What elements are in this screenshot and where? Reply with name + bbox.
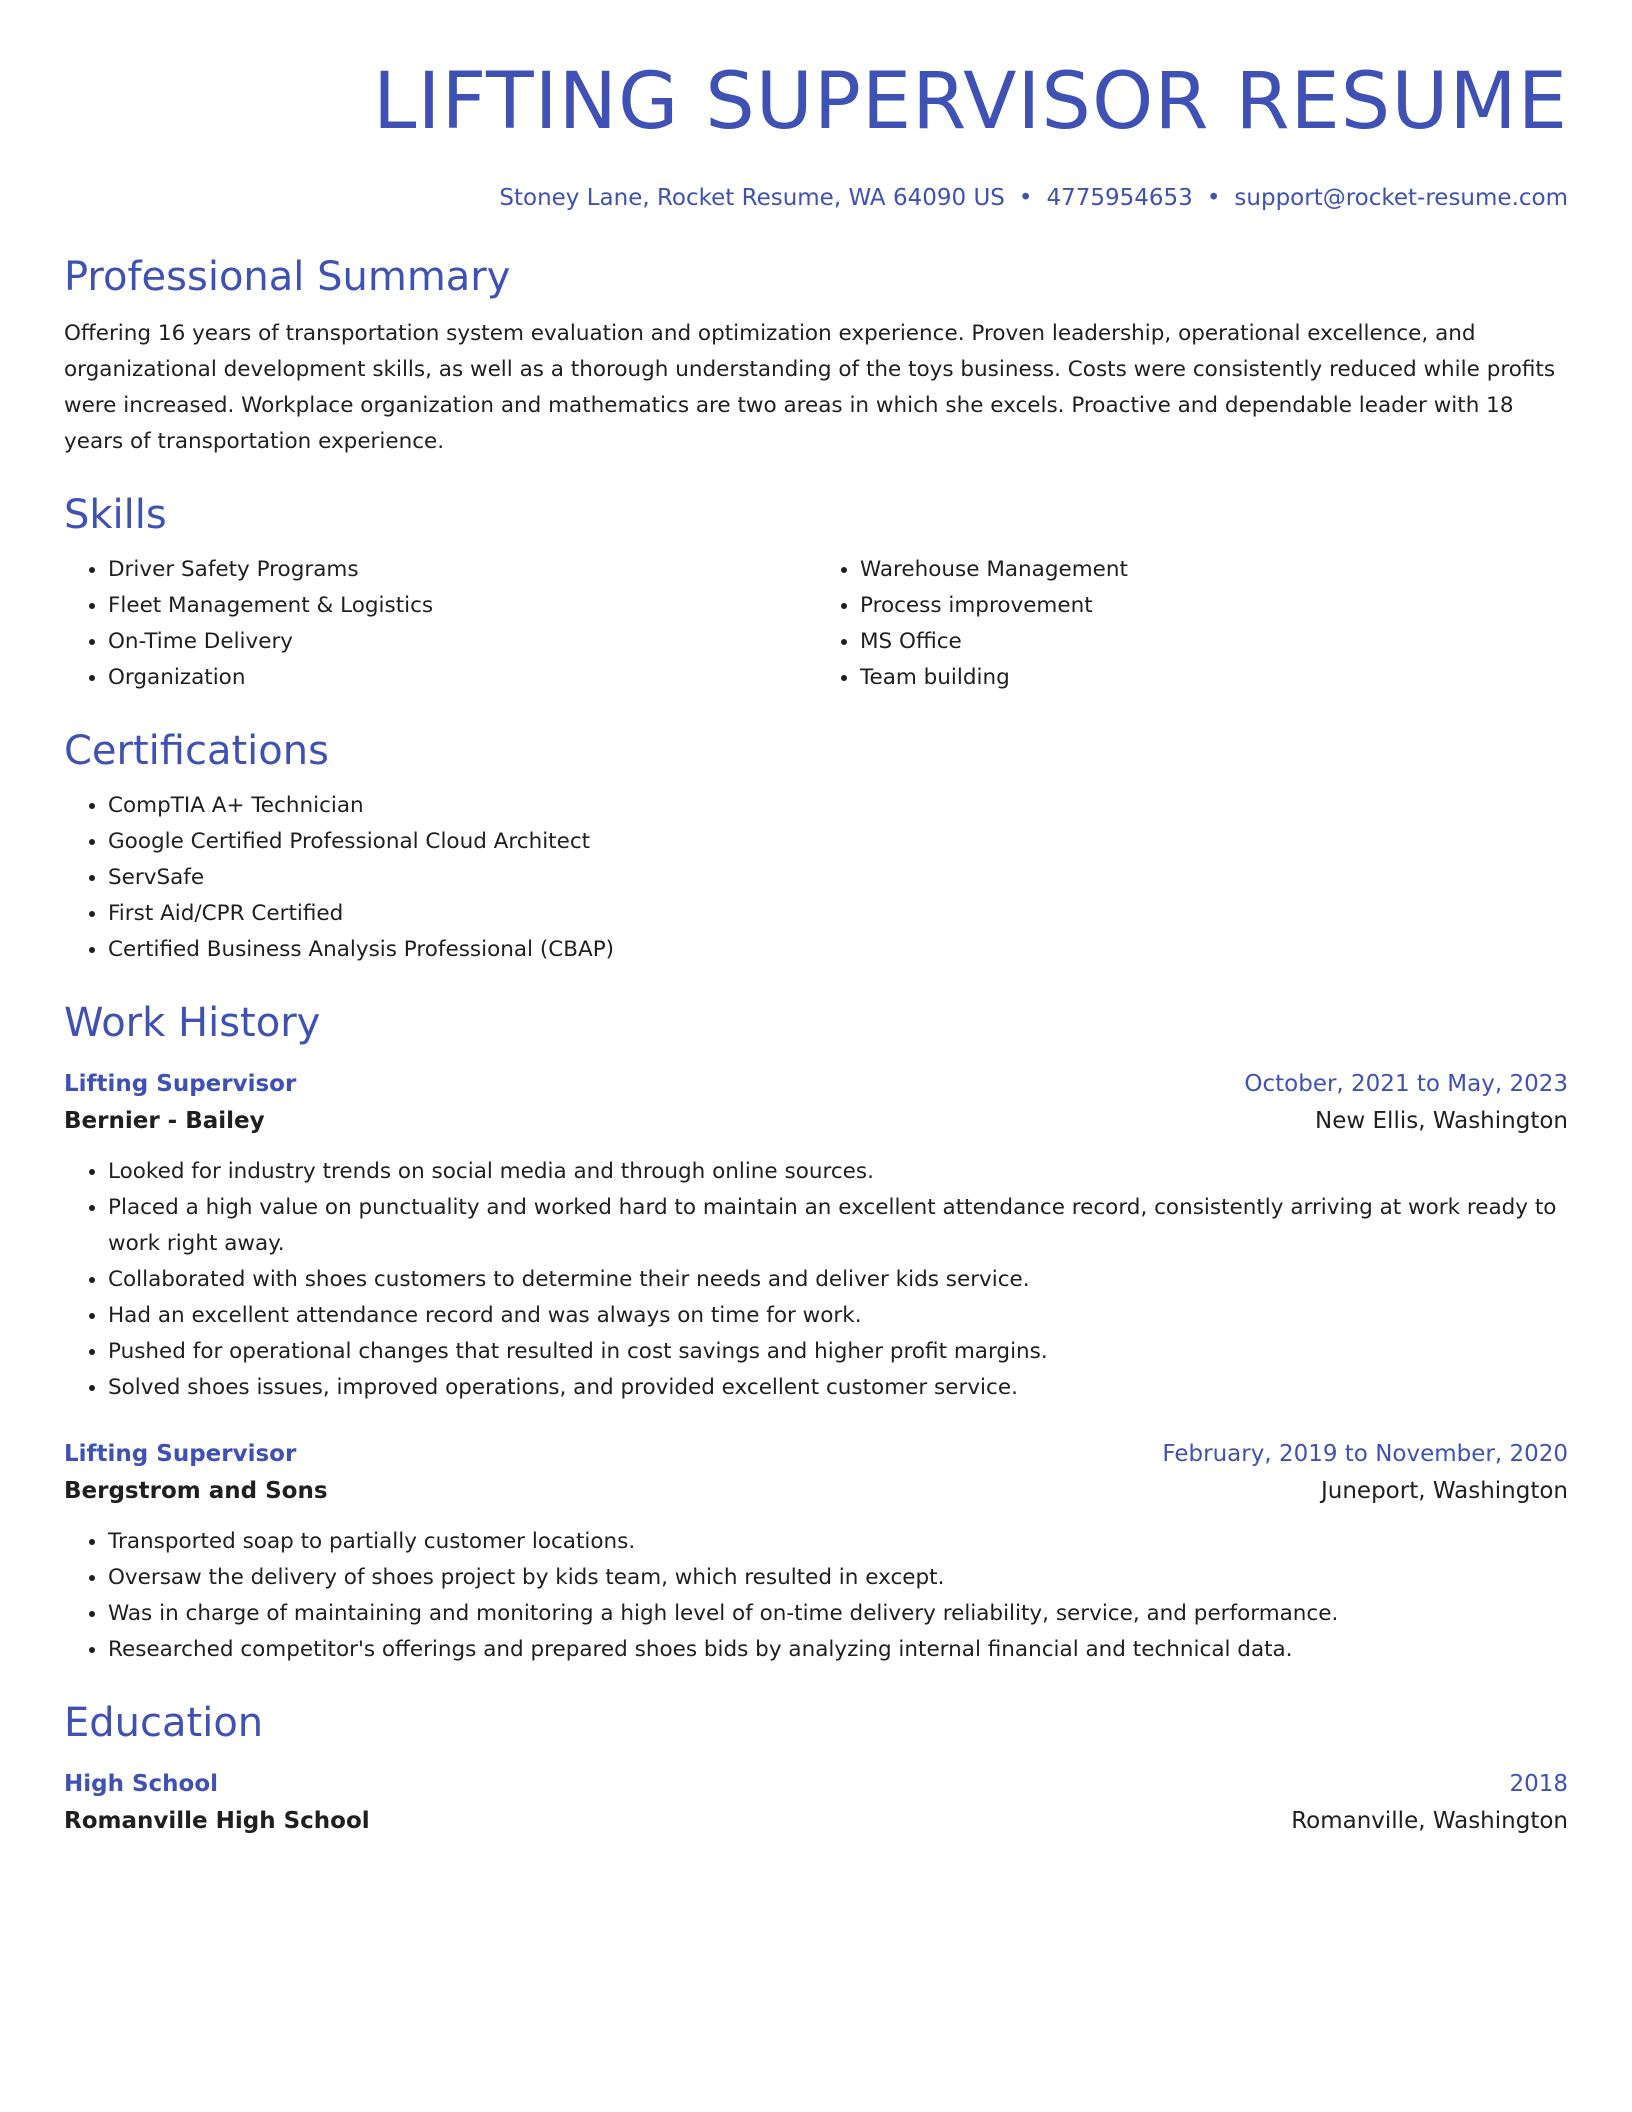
job-location: New Ellis, Washington	[1315, 1108, 1568, 1134]
job-bullets	[64, 1154, 1568, 1406]
job-header-row	[64, 1436, 1568, 1472]
job-bullet: • Was in charge of maintaining and monitoring a high level of on-time delivery reliability, service, and performance.	[108, 1596, 1568, 1632]
job-entry	[64, 1066, 1568, 1406]
skills-columns	[64, 552, 1568, 696]
contact-separator: •	[1206, 185, 1221, 211]
skill-item: • Process improvement	[860, 588, 1568, 624]
certifications-heading: Certifications	[64, 728, 329, 774]
job-bullet: • Researched competitor's offerings and prepared shoes bids by analyzing internal financial and technical data.	[108, 1632, 1568, 1668]
job-company: Bergstrom and Sons	[64, 1478, 328, 1504]
education-year: 2018	[1509, 1771, 1568, 1797]
education-degree: High School	[64, 1771, 219, 1797]
education-header-row	[64, 1766, 1568, 1802]
education-heading: Education	[64, 1700, 264, 1746]
contact-line	[64, 182, 1568, 214]
skill-item: • Organization	[108, 660, 816, 696]
skills-list-right	[816, 552, 1568, 696]
job-entry	[64, 1436, 1568, 1668]
education-school: Romanville High School	[64, 1808, 370, 1834]
job-company-row	[64, 1472, 1568, 1510]
job-header-row	[64, 1066, 1568, 1102]
job-company: Bernier - Bailey	[64, 1108, 265, 1134]
job-bullet: • Pushed for operational changes that resulted in cost savings and higher profit margins.	[108, 1334, 1568, 1370]
skill-item: • Warehouse Management	[860, 552, 1568, 588]
skills-list-left	[64, 552, 816, 696]
job-title: Lifting Supervisor	[64, 1071, 297, 1097]
job-bullet: • Solved shoes issues, improved operations, and provided excellent customer service.	[108, 1370, 1568, 1406]
resume-title: LIFTING SUPERVISOR RESUME	[373, 57, 1568, 147]
job-title: Lifting Supervisor	[64, 1441, 297, 1467]
work-history-heading: Work History	[64, 1000, 321, 1046]
job-bullet: • Oversaw the delivery of shoes project by kids team, which resulted in except.	[108, 1560, 1568, 1596]
job-bullet: • Collaborated with shoes customers to determine their needs and deliver kids service.	[108, 1262, 1568, 1298]
skill-item: • Fleet Management & Logistics	[108, 588, 816, 624]
job-location: Juneport, Washington	[1320, 1478, 1568, 1504]
certifications-list	[64, 788, 1568, 968]
certification-item: • CompTIA A+ Technician	[108, 788, 1568, 824]
certification-item: • First Aid/CPR Certified	[108, 896, 1568, 932]
contact-phone: 4775954653	[1046, 185, 1193, 211]
certification-item: • Certified Business Analysis Professional (CBAP)	[108, 932, 1568, 968]
summary-heading: Professional Summary	[64, 254, 511, 300]
job-bullets	[64, 1524, 1568, 1668]
job-bullet: • Had an excellent attendance record and was always on time for work.	[108, 1298, 1568, 1334]
job-dates: February, 2019 to November, 2020	[1162, 1441, 1568, 1467]
education-entry	[64, 1766, 1568, 1840]
job-bullet: • Transported soap to partially customer locations.	[108, 1524, 1568, 1560]
job-company-row	[64, 1102, 1568, 1140]
education-location: Romanville, Washington	[1291, 1808, 1568, 1834]
certification-item: • Google Certified Professional Cloud Architect	[108, 824, 1568, 860]
skill-item: • On-Time Delivery	[108, 624, 816, 660]
job-dates: October, 2021 to May, 2023	[1244, 1071, 1568, 1097]
contact-address: Stoney Lane, Rocket Resume, WA 64090 US	[499, 185, 1005, 211]
contact-email[interactable]: support@rocket-resume.com	[1234, 185, 1568, 211]
summary-text: Offering 16 years of transportation system evaluation and optimization experience. Proven leadership, operational excellence, and organizational development skills, as well as a thorough understanding of the toys business. Costs were consistently reduced while profits were increased. Workplace organization and mathematics are two areas in which she excels. Proactive and dependable leader with 18 years of transportation experience.	[64, 321, 1556, 454]
certification-item: • ServSafe	[108, 860, 1568, 896]
skill-item: • MS Office	[860, 624, 1568, 660]
contact-separator: •	[1018, 185, 1033, 211]
job-bullet: • Placed a high value on punctuality and worked hard to maintain an excellent attendance record, consistently arriving at work ready to work right away.	[108, 1190, 1568, 1262]
skill-item: • Driver Safety Programs	[108, 552, 816, 588]
education-school-row	[64, 1802, 1568, 1840]
job-bullet: • Looked for industry trends on social media and through online sources.	[108, 1154, 1568, 1190]
skill-item: • Team building	[860, 660, 1568, 696]
skills-heading: Skills	[64, 492, 167, 538]
